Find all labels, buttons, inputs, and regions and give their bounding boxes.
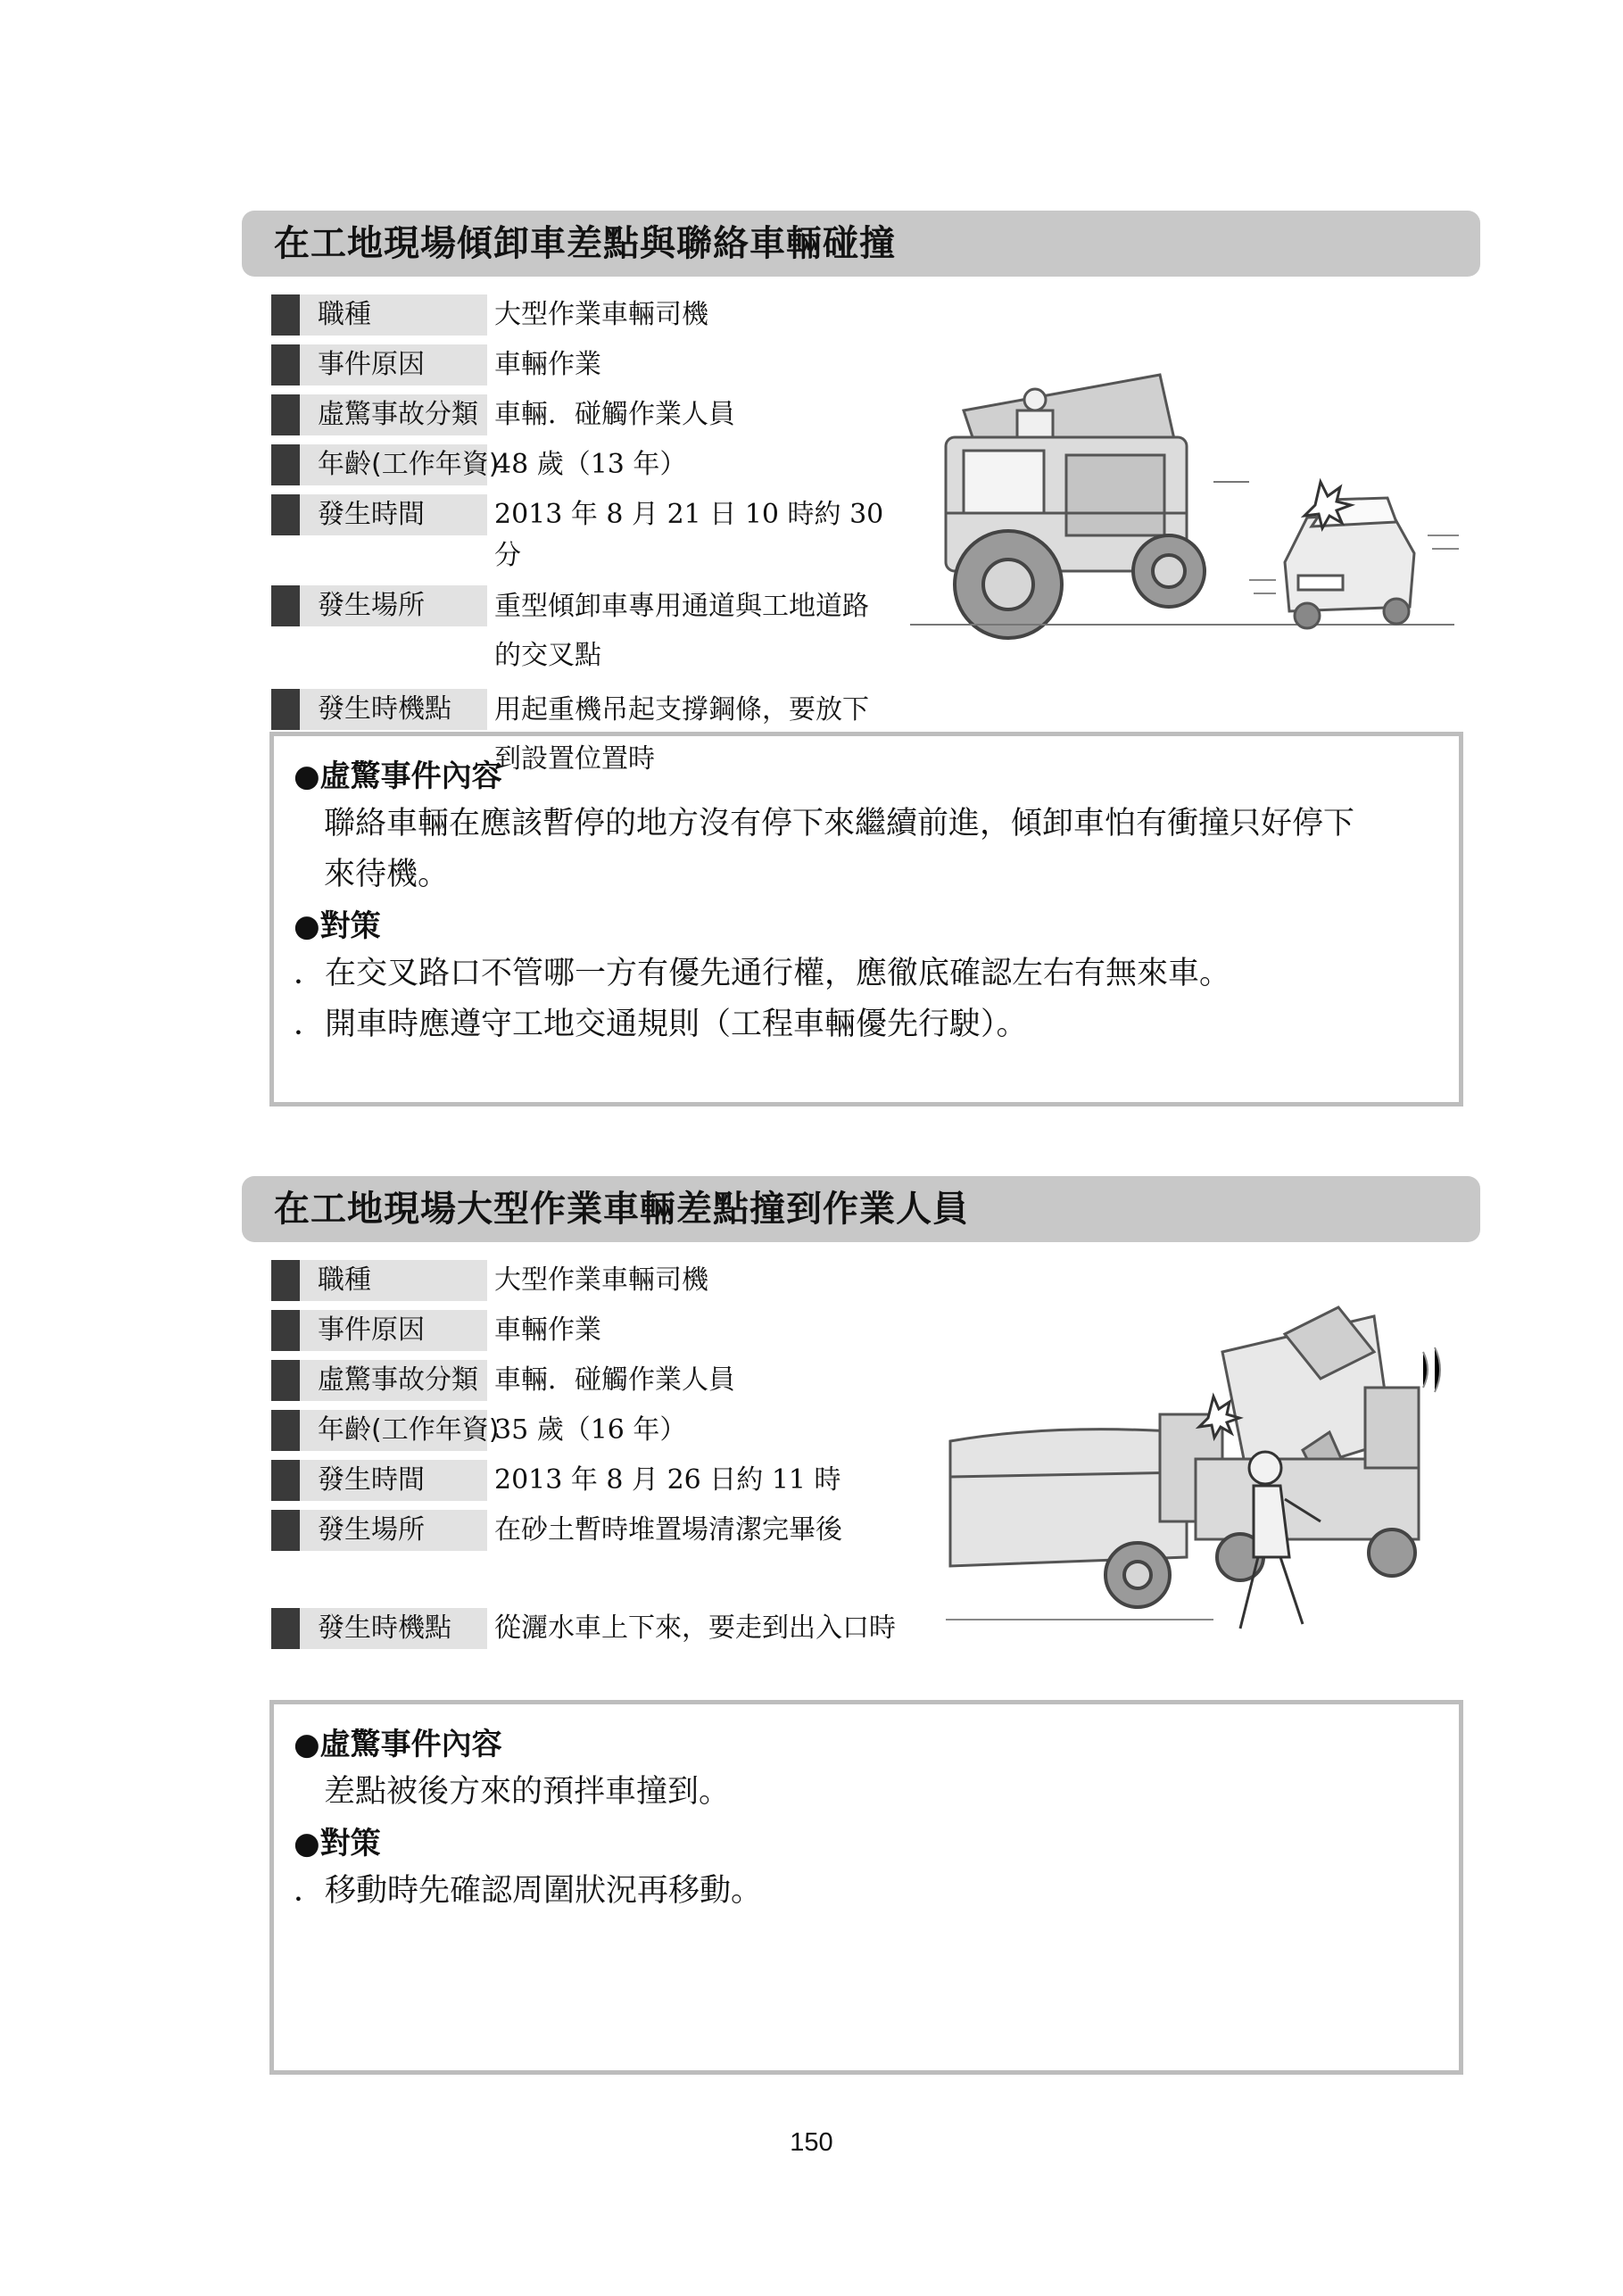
field-value-line: 重型傾卸車專用通道與工地道路 [494,591,869,622]
field-row [271,1510,914,1551]
field-row [271,1608,914,1649]
page-number: 150 [790,2128,833,2157]
incident-2-title: 在工地現場大型作業車輛差點撞到作業人員 [242,1176,1480,1242]
row-marker [271,689,300,730]
field-value: 2013 年 8 月 21 日 10 時約 30 分 [494,499,884,571]
field-row [271,1460,914,1501]
field-row [271,394,914,435]
measures-heading: ●對策 [294,908,381,944]
row-marker [271,1310,300,1351]
content-line: 差點被後方來的預拌車撞到。 [324,1774,731,1810]
field-value: 車輛作業 [494,349,601,380]
field-label: 發生時間 [300,494,487,535]
field-row [271,1310,914,1351]
field-label: 年齡(工作年資) [300,1410,487,1451]
field-value-line: 用起重機吊起支撐鋼條，要放下 [494,694,869,725]
measure-item: ．在交叉路口不管哪一方有優先通行權，應徹底確認左右有無來車。 [294,956,1231,991]
field-value-line: 的交叉點 [494,640,601,671]
incident-1-title: 在工地現場傾卸車差點與聯絡車輛碰撞 [242,211,1480,277]
field-value: 2013 年 8 月 26 日約 11 時 [494,1464,841,1496]
incident-1-info-table [271,294,914,792]
row-marker [271,1260,300,1301]
row-marker [271,1410,300,1451]
field-value: 車輛．碰觸作業人員 [494,399,735,430]
field-label: 發生場所 [300,1510,487,1551]
row-marker [271,585,300,626]
field-value: 大型作業車輛司機 [494,299,708,330]
field-label: 職種 [300,294,487,336]
field-value: 車輛．碰觸作業人員 [494,1364,735,1396]
row-marker [271,444,300,485]
field-label: 年齡(工作年資) [300,444,487,485]
row-marker [271,344,300,385]
field-label: 事件原因 [300,1310,487,1351]
field-value-line: 到設置位置時 [494,743,655,775]
field-value: 35 歲（16 年） [494,1414,687,1446]
content-heading: ●虛驚事件內容 [294,758,502,794]
row-marker [271,294,300,336]
field-label: 發生時間 [300,1460,487,1501]
field-row [271,494,914,576]
field-label: 發生場所 [300,585,487,626]
incident-2-content-box [269,1700,1463,2075]
dump-truck-car-illustration [910,357,1463,642]
field-row [271,1410,914,1451]
content-line: 聯絡車輛在應該暫停的地方沒有停下來繼續前進，傾卸車怕有衝撞只好停下 [324,806,1355,841]
field-row [271,1260,914,1301]
mixer-truck-worker-illustration [946,1298,1445,1655]
field-value [487,582,869,680]
field-label: 職種 [300,1260,487,1301]
field-row [271,294,914,336]
field-row [271,444,914,485]
row-marker [271,494,300,535]
row-marker [271,1360,300,1401]
field-row [271,1360,914,1401]
field-value: 在砂土暫時堆置場清潔完畢後 [494,1514,842,1546]
field-label: 發生時機點 [300,1608,487,1649]
field-row [271,585,914,680]
measures-heading: ●對策 [294,1826,381,1861]
incident-2-info-table [271,1260,914,1658]
row-marker [271,1510,300,1551]
field-label: 發生時機點 [300,689,487,730]
content-line: 來待機。 [324,857,450,892]
content-heading: ●虛驚事件內容 [294,1727,502,1762]
field-label: 虛驚事故分類 [300,394,487,435]
row-marker [271,1608,300,1649]
incident-1-content-box [269,732,1463,1107]
measure-item: ．移動時先確認周圍狀況再移動。 [294,1873,763,1909]
measure-item: ．開車時應遵守工地交通規則（工程車輛優先行駛）。 [294,1007,1028,1042]
field-row [271,344,914,385]
row-marker [271,394,300,435]
field-value: 車輛作業 [494,1314,601,1346]
field-label: 虛驚事故分類 [300,1360,487,1401]
field-value: 從灑水車上下來，要走到出入口時 [494,1612,896,1644]
row-marker [271,1460,300,1501]
field-label: 事件原因 [300,344,487,385]
field-value: 大型作業車輛司機 [494,1264,708,1296]
field-value: 48 歲（13 年） [494,449,687,480]
